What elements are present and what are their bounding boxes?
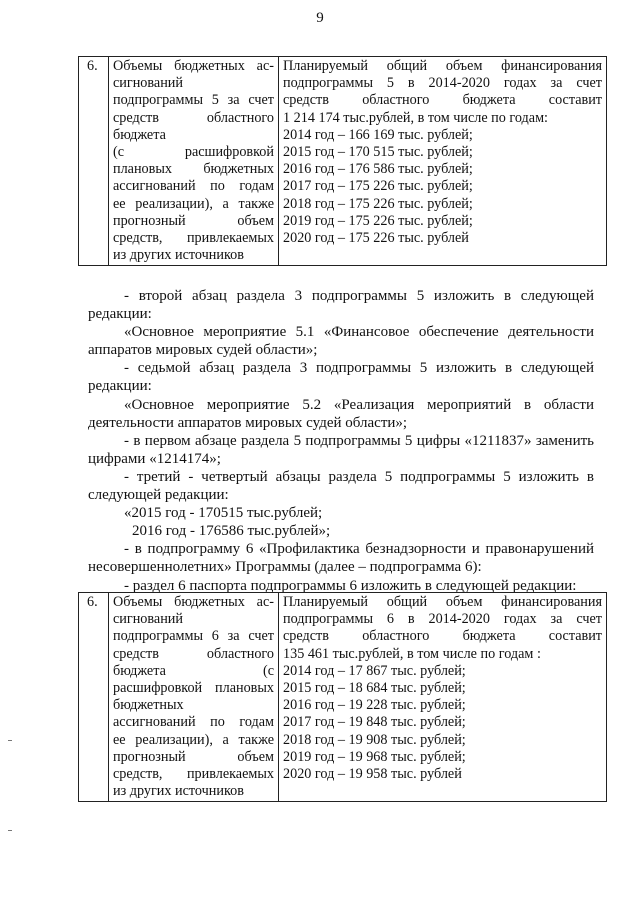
paragraph: «2015 год - 170515 тыс.рублей; — [124, 505, 323, 522]
value-line: 2015 год – 18 684 тыс. рублей; — [283, 680, 466, 697]
amendment-text — [88, 287, 594, 595]
label-line: средств областного — [113, 645, 274, 662]
row-number: 6. — [79, 593, 109, 802]
label-line: Объемы бюджетных ас- — [113, 58, 274, 74]
paragraph: «Основное мероприятие 5.1 «Финансовое обеспечение деятельности аппаратов мировых судей области»; — [88, 324, 594, 359]
label-line: средств, привлекаемых — [113, 230, 274, 247]
table-row — [79, 57, 607, 266]
label-line: из других источников — [113, 247, 244, 264]
value-line: 2016 год – 176 586 тыс. рублей; — [283, 161, 473, 178]
value-line: средств областного бюджета составит — [283, 628, 602, 645]
value-line: Планируемый общий объем финансирования — [283, 58, 602, 74]
value-line: 2018 год – 19 908 тыс. рублей; — [283, 731, 466, 748]
value-line: 2020 год – 19 958 тыс. рублей — [283, 766, 462, 783]
label-line: из других источников — [113, 783, 244, 800]
scan-margin-mark — [8, 740, 12, 741]
label-line: сигнований — [113, 611, 183, 628]
label-line: прогнозный объем — [113, 748, 274, 765]
value-line: 2016 год – 19 228 тыс. рублей; — [283, 697, 466, 714]
value-line: средств областного бюджета составит — [283, 92, 602, 109]
label-line: бюджетных — [113, 697, 184, 714]
paragraph: «Основное мероприятие 5.2 «Реализация мероприятий в области деятельности аппаратов мировых судей области»; — [88, 396, 594, 431]
label-line: ее реализации), а также — [113, 731, 274, 748]
paragraph: 2016 год - 176586 тыс.рублей»; — [132, 523, 331, 540]
label-line: бюджета (с — [113, 662, 274, 679]
label-line: средств, привлекаемых — [113, 766, 274, 783]
table-row — [79, 593, 607, 802]
value-line: 2015 год – 170 515 тыс. рублей; — [283, 144, 473, 161]
funding-table-subprogram-6 — [78, 592, 607, 802]
paragraph: - седьмой абзац раздела 3 подпрограммы 5 изложить в следующей редакции: — [88, 360, 594, 395]
paragraph: - второй абзац раздела 3 подпрограммы 5 изложить в следующей редакции: — [88, 288, 594, 323]
value-line: подпрограммы 5 в 2014-2020 годах за счет — [283, 75, 602, 92]
row-label — [109, 593, 279, 802]
paragraph: - раздел 6 паспорта подпрограммы 6 изложить в следующей редакции: — [124, 577, 577, 594]
row-label — [109, 57, 279, 266]
row-value — [279, 57, 607, 266]
value-line: 2019 год – 19 968 тыс. рублей; — [283, 748, 466, 765]
page-number: 9 — [316, 10, 324, 26]
label-line: ее реализации), а также — [113, 195, 274, 212]
label-line: прогнозный объем — [113, 212, 274, 229]
label-line: подпрограммы 5 за счет — [113, 92, 274, 109]
paragraph: - третий - четвертый абзацы раздела 5 подпрограммы 5 изложить в следующей редакции: — [88, 468, 594, 504]
label-line: Объемы бюджетных ас- — [113, 594, 274, 610]
paragraph: - в первом абзаце раздела 5 подпрограммы 5 цифры «1211837» заменить цифрами «1214174»; — [88, 432, 594, 467]
value-line: 2019 год – 175 226 тыс. рублей; — [283, 212, 473, 229]
label-line: средств областного — [113, 109, 274, 126]
value-line: 2014 год – 17 867 тыс. рублей; — [283, 662, 466, 679]
label-line: (с расшифровкой — [113, 144, 274, 161]
row-value — [279, 593, 607, 802]
scan-margin-mark — [8, 830, 12, 831]
label-line: плановых бюджетных — [113, 161, 274, 178]
value-line: подпрограммы 6 в 2014-2020 годах за счет — [283, 611, 602, 628]
value-line: 2018 год – 175 226 тыс. рублей; — [283, 195, 473, 212]
label-line: ассигнований по годам — [113, 178, 274, 195]
value-line: Планируемый общий объем финансирования — [283, 594, 602, 610]
value-line: 135 461 тыс.рублей, в том числе по годам : — [283, 645, 541, 662]
value-line: 2017 год – 175 226 тыс. рублей; — [283, 178, 473, 195]
value-line: 1 214 174 тыс.рублей, в том числе по годам: — [283, 109, 548, 126]
value-line: 2014 год – 166 169 тыс. рублей; — [283, 126, 473, 143]
label-line: подпрограммы 6 за счет — [113, 628, 274, 645]
label-line: расшифровкой плановых — [113, 680, 274, 697]
value-line: 2017 год – 19 848 тыс. рублей; — [283, 714, 466, 731]
row-number: 6. — [79, 57, 109, 266]
funding-table-subprogram-5 — [78, 56, 607, 266]
label-line: бюджета — [113, 126, 166, 143]
value-line: 2020 год – 175 226 тыс. рублей — [283, 230, 469, 247]
paragraph: - в подпрограмму 6 «Профилактика безнадзорности и правонарушений несовершеннолетних» Программы (далее – подпрограмма 6): — [88, 541, 594, 576]
label-line: ассигнований по годам — [113, 714, 274, 731]
label-line: сигнований — [113, 75, 183, 92]
